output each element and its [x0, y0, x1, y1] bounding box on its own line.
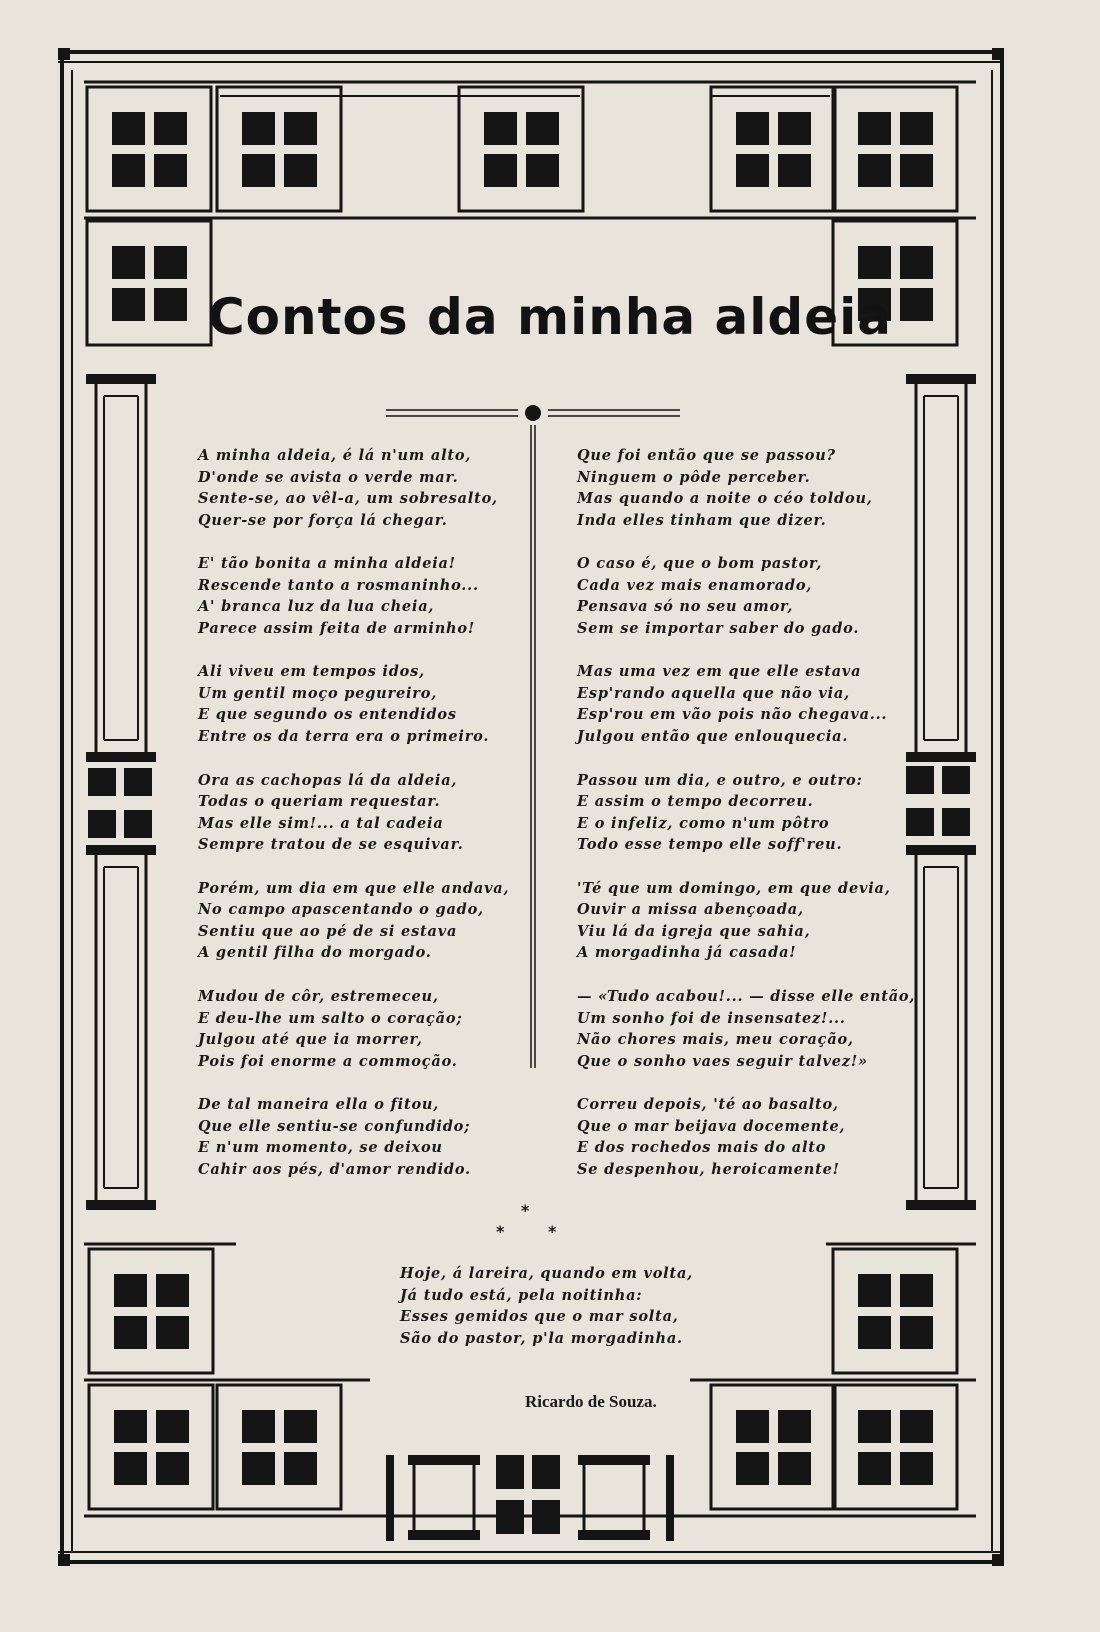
window-frame [87, 87, 211, 211]
corner-block [992, 1554, 1004, 1566]
verse-line: Ouvir a missa abençoada, [577, 901, 804, 919]
window-pane [900, 1274, 933, 1307]
verse-line: A morgadinha já casada! [577, 944, 797, 962]
window-frame [217, 1385, 341, 1509]
verse-line: Todas o queriam requestar. [198, 793, 441, 811]
window-frame [833, 1385, 957, 1509]
window-pane [900, 1452, 933, 1485]
verse-line: Rescende tanto a rosmaninho... [198, 576, 479, 594]
verse-line: Viu lá da igreja que sahia, [577, 922, 811, 940]
window-pane [532, 1455, 560, 1489]
window-pane [284, 112, 317, 145]
verse-line: Sentiu que ao pé de si estava [198, 922, 458, 940]
verse-line: O caso é, que o bom pastor, [577, 555, 823, 573]
window-pane [242, 154, 275, 187]
window-pane [484, 154, 517, 187]
verse-line: Pois foi enorme a commoção. [198, 1052, 458, 1070]
window-pane [154, 246, 187, 279]
verse-line: E deu-lhe um salto o coração; [198, 1009, 463, 1027]
stanza [577, 986, 915, 1072]
window-pane [284, 1452, 317, 1485]
bottom-ornament [666, 1455, 674, 1541]
verse-line: Não chores mais, meu coração, [577, 1031, 854, 1048]
verse-line: E assim o tempo decorreu. [577, 793, 814, 811]
verse-line: Hoje, á lareira, quando em volta, [400, 1265, 694, 1282]
verse-line: São do pastor, p'la morgadinha. [400, 1329, 683, 1347]
window-pane [858, 1274, 891, 1307]
stanza [577, 1094, 845, 1180]
verse-line: A' branca luz da lua cheia, [198, 598, 435, 616]
verse-line: Julgou até que ia morrer, [198, 1031, 423, 1048]
stanza [198, 553, 479, 639]
window-frame [711, 87, 835, 211]
window-pane [156, 1316, 189, 1349]
window-pane [736, 112, 769, 145]
window-pane [112, 154, 145, 187]
verse-line: E' tão bonita a minha aldeia! [198, 555, 456, 573]
window-pane [88, 768, 116, 796]
window-pane [778, 154, 811, 187]
window-pane [496, 1455, 524, 1489]
window-pane [114, 1452, 147, 1485]
window-pane [858, 112, 891, 145]
window-pane [114, 1410, 147, 1443]
window-pane [284, 154, 317, 187]
window-pane [526, 154, 559, 187]
verse-line: Já tudo está, pela noitinha: [400, 1286, 643, 1304]
verse-line: Sempre tratou de se esquivar. [198, 836, 464, 854]
verse-line: Que foi então que se passou? [577, 447, 836, 464]
verse-line: Mas elle sim!... a tal cadeia [198, 814, 444, 832]
verse-line: Passou um dia, e outro, e outro: [577, 771, 863, 789]
stanza [198, 661, 489, 747]
verse-line: Sente-se, ao vêl-a, um sobresalto, [198, 490, 498, 507]
window-pane [900, 246, 933, 279]
verse-line: De tal maneira ella o fitou, [198, 1096, 440, 1114]
window-pane [156, 1274, 189, 1307]
window-pane [906, 766, 934, 794]
panel-cap [86, 752, 156, 762]
verse-line: Cahir aos pés, d'amor rendido. [198, 1160, 471, 1178]
window-pane [942, 808, 970, 836]
stanza [577, 661, 887, 747]
verse-line: Se despenhou, heroicamente! [577, 1160, 840, 1178]
window-pane [900, 1316, 933, 1349]
verse-line: Julgou então que enlouquecia. [577, 727, 849, 745]
window-pane [112, 246, 145, 279]
verse-line: Quer-se por força lá chegar. [198, 511, 448, 529]
stanza [577, 878, 891, 964]
window-pane [496, 1500, 524, 1534]
window-pane [112, 112, 145, 145]
window-pane [900, 154, 933, 187]
window-pane [242, 112, 275, 145]
panel-cap [86, 845, 156, 855]
bottom-ornament [578, 1455, 650, 1465]
window-pane [900, 112, 933, 145]
window-frame [217, 87, 341, 211]
panel-cap [906, 752, 976, 762]
verse-line: Ninguem o pôde perceber. [577, 468, 811, 486]
window-pane [88, 810, 116, 838]
stanza [198, 986, 462, 1072]
separator-asterisk: * [496, 1222, 505, 1241]
verse-line: Um sonho foi de insensatez!... [577, 1009, 846, 1027]
window-pane [526, 112, 559, 145]
window-pane [242, 1452, 275, 1485]
verse-line: D'onde se avista o verde mar. [198, 468, 459, 486]
window-pane [858, 154, 891, 187]
verse-line: Pensava só no seu amor, [577, 598, 794, 616]
verse-line: Ali viveu em tempos idos, [198, 663, 425, 681]
window-pane [736, 1410, 769, 1443]
window-pane [942, 766, 970, 794]
window-pane [156, 1410, 189, 1443]
corner-block [58, 1554, 70, 1566]
window-pane [532, 1500, 560, 1534]
verse-line: Todo esse tempo elle soff'reu. [577, 836, 843, 854]
verse-line: Entre os da terra era o primeiro. [198, 727, 490, 745]
window-pane [156, 1452, 189, 1485]
window-pane [858, 1452, 891, 1485]
verse-line: Cada vez mais enamorado, [577, 576, 813, 594]
stanza [577, 770, 863, 856]
verse-line: E n'um momento, se deixou [198, 1139, 443, 1157]
final-stanza [400, 1263, 693, 1349]
verse-line: Que o mar beijava docemente, [577, 1117, 846, 1135]
panel-cap [86, 1200, 156, 1210]
verse-line: Inda elles tinham que dizer. [577, 511, 827, 529]
verse-line: Esses gemidos que o mar solta, [400, 1308, 679, 1325]
verse-line: Porém, um dia em que elle andava, [198, 879, 510, 897]
stanza [198, 878, 509, 964]
window-pane [858, 246, 891, 279]
window-pane [124, 768, 152, 796]
verse-line: Esp'rando aquella que não via, [577, 684, 850, 702]
verse-line: — «Tudo acabou!... — disse elle então, [577, 988, 916, 1005]
author-signature: Ricardo de Souza. [525, 1392, 657, 1411]
stanza [198, 445, 498, 531]
separator-asterisk: * [548, 1222, 557, 1241]
window-pane [906, 808, 934, 836]
panel-cap [906, 1200, 976, 1210]
stanza [577, 553, 859, 639]
verse-line: A minha aldeia, é lá n'um alto, [198, 447, 472, 464]
verse-line: 'Té que um domingo, em que devia, [577, 879, 891, 897]
bottom-ornament [408, 1455, 480, 1465]
window-pane [154, 112, 187, 145]
bottom-ornament [408, 1530, 480, 1540]
window-pane [114, 1316, 147, 1349]
window-frame [711, 1385, 835, 1509]
verse-line: Que o sonho vaes seguir talvez!» [577, 1052, 868, 1070]
verse-line: Ora as cachopas lá da aldeia, [198, 771, 458, 789]
window-frame [89, 1249, 213, 1373]
poem-title: Contos da minha aldeia [207, 288, 893, 346]
window-pane [736, 154, 769, 187]
window-pane [114, 1274, 147, 1307]
window-pane [284, 1410, 317, 1443]
verse-line: E dos rochedos mais do alto [577, 1139, 827, 1157]
window-pane [736, 1452, 769, 1485]
verse-line: Mas quando a noite o céo toldou, [577, 490, 873, 507]
verse-line: A gentil filha do morgado. [198, 944, 432, 962]
verse-line: E o infeliz, como n'um pôtro [577, 814, 830, 832]
verse-line: Mas uma vez em que elle estava [577, 663, 862, 681]
verse-line: No campo apascentando o gado, [198, 901, 484, 919]
divider-dot [525, 405, 541, 421]
stanza [577, 445, 873, 531]
corner-block [992, 48, 1004, 60]
window-frame [833, 87, 957, 211]
window-frame [89, 1385, 213, 1509]
panel-cap [906, 374, 976, 384]
window-pane [778, 1410, 811, 1443]
window-pane [484, 112, 517, 145]
window-pane [778, 112, 811, 145]
corner-block [58, 48, 70, 60]
panel-cap [906, 845, 976, 855]
bottom-ornament [386, 1455, 394, 1541]
verse-line: Que elle sentiu-se confundido; [198, 1117, 471, 1135]
verse-line: Esp'rou em vão pois não chegava... [577, 706, 888, 724]
window-pane [242, 1410, 275, 1443]
window-pane [124, 810, 152, 838]
stanza [198, 770, 464, 856]
window-frame [459, 87, 583, 211]
window-pane [778, 1452, 811, 1485]
verse-line: Sem se importar saber do gado. [577, 619, 860, 637]
window-pane [858, 1316, 891, 1349]
verse-line: Mudou de côr, estremeceu, [198, 988, 439, 1005]
verse-line: Parece assim feita de arminho! [198, 619, 476, 637]
verse-line: Correu depois, 'té ao basalto, [577, 1096, 839, 1114]
panel-cap [86, 374, 156, 384]
bottom-ornament [578, 1530, 650, 1540]
window-frame [833, 1249, 957, 1373]
window-pane [900, 1410, 933, 1443]
verse-line: Um gentil moço pegureiro, [198, 684, 438, 702]
separator-asterisk: * [521, 1201, 530, 1220]
stanza [198, 1094, 471, 1180]
window-pane [858, 1410, 891, 1443]
verse-line: E que segundo os entendidos [198, 706, 457, 724]
window-pane [154, 154, 187, 187]
